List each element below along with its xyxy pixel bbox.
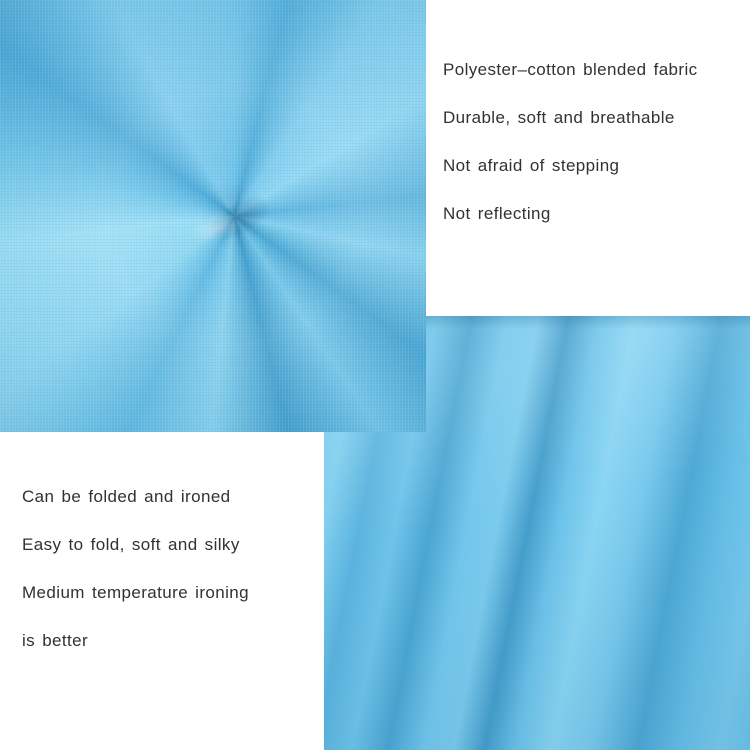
feature-line-not-reflecting: Not reflecting: [443, 204, 551, 223]
feature-line-is-better: is better: [22, 631, 89, 650]
feature-list-top: [443, 46, 698, 238]
feature-line-durable: Durable, soft and breathable: [443, 108, 675, 127]
swirled-fabric-photo: [0, 0, 426, 432]
feature-line-stepping: Not afraid of stepping: [443, 156, 620, 175]
feature-line-ironing: Medium temperature ironing: [22, 583, 249, 602]
feature-line-fabric-blend: Polyester–cotton blended fabric: [443, 60, 698, 79]
feature-line-foldable: Can be folded and ironed: [22, 487, 231, 506]
feature-line-easy-fold: Easy to fold, soft and silky: [22, 535, 240, 554]
feature-list-bottom: [22, 473, 249, 665]
